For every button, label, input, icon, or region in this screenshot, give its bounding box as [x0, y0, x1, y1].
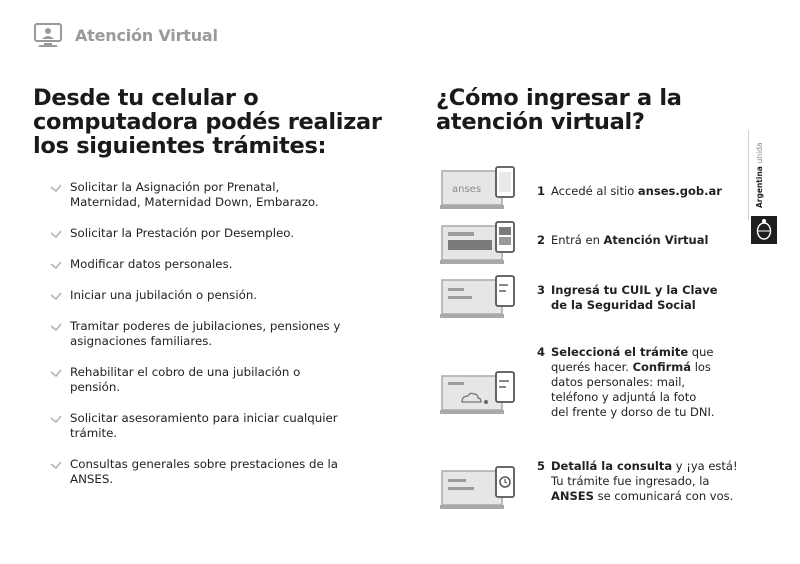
- tramite-text: Iniciar una jubilación o pensión.: [70, 288, 258, 302]
- check-icon: [50, 414, 62, 424]
- check-icon: [50, 322, 62, 332]
- step-number: 3: [537, 283, 546, 297]
- list-item: [50, 411, 370, 441]
- brand-suffix: unida: [755, 142, 764, 164]
- step-number: 2: [537, 233, 546, 247]
- step-text: [551, 345, 751, 420]
- confirmation-clock-devices-icon: [440, 465, 520, 511]
- check-icon: [50, 368, 62, 378]
- upload-photo-devices-icon: [440, 370, 520, 416]
- step-text-run: Seleccioná el trámite: [551, 345, 689, 359]
- tramites-list: [50, 180, 370, 487]
- tramite-text: Solicitar la Prestación por Desempleo.: [70, 226, 295, 240]
- login-form-devices-icon: [440, 274, 520, 320]
- step-text-run: anses.gob.ar: [637, 184, 722, 198]
- step-text-run: Clave de la Seguridad Social: [551, 283, 718, 312]
- header: [33, 22, 218, 48]
- step-2: [440, 218, 709, 268]
- step-text-run: se comunicará con vos.: [593, 489, 734, 503]
- tramites-title: Desde tu celular o computadora podés realizar los siguientes trámites:: [33, 85, 382, 159]
- step-number: 1: [537, 184, 546, 198]
- step-number: 5: [537, 459, 546, 473]
- list-item: [50, 288, 370, 303]
- computer-user-icon: [33, 22, 63, 48]
- check-icon: [50, 260, 62, 270]
- screen-label: anses: [452, 184, 482, 195]
- step-text: [551, 233, 751, 248]
- step-text-run: que querés hacer.: [551, 345, 714, 374]
- step-1: [440, 163, 722, 213]
- step-text-run: y la: [650, 283, 683, 297]
- step-text: [551, 283, 751, 313]
- step-text-run: ANSES: [551, 489, 594, 503]
- virtual-attention-devices-icon: [440, 220, 520, 266]
- list-item: [50, 365, 370, 395]
- step-5: [440, 455, 738, 515]
- step-text-run: Atención Virtual: [603, 233, 709, 247]
- check-icon: [50, 183, 62, 193]
- step-4: [440, 343, 715, 423]
- brand-text: [755, 130, 769, 208]
- list-item: [50, 257, 370, 272]
- list-item: [50, 180, 370, 210]
- tramite-text: Modificar datos personales.: [70, 257, 233, 271]
- tramite-text: Rehabilitar el cobro de una jubilación o pensión.: [70, 365, 301, 394]
- check-icon: [50, 291, 62, 301]
- check-icon: [50, 229, 62, 239]
- step-text-run: Entrá en: [551, 233, 604, 247]
- list-item: [50, 226, 370, 241]
- ingresar-title: ¿Cómo ingresar a la atención virtual?: [436, 85, 682, 135]
- step-text-run: CUIL: [621, 283, 651, 297]
- step-text: [551, 184, 751, 199]
- step-text-run: los datos personales: mail, teléfono y adjuntá la foto del frente y dorso de tu DNI.: [551, 360, 715, 419]
- anses-site-devices-icon: [440, 165, 520, 211]
- step-3: [440, 272, 718, 322]
- tramite-text: Consultas generales sobre prestaciones de la ANSES.: [70, 457, 338, 486]
- step-text-run: y ¡ya está! Tu trámite fue ingresado, la: [551, 459, 738, 488]
- step-text-run: Confirmá: [632, 360, 692, 374]
- coat-of-arms-icon: [751, 216, 777, 244]
- header-title: Atención Virtual: [75, 25, 218, 45]
- sidebar-divider: [748, 130, 749, 220]
- list-item: [50, 319, 370, 349]
- list-item: [50, 457, 370, 487]
- tramite-text: Solicitar la Asignación por Prenatal, Maternidad, Maternidad Down, Embarazo.: [70, 180, 319, 209]
- step-text-run: Detallá la consulta: [551, 459, 673, 473]
- check-icon: [50, 460, 62, 470]
- tramite-text: Solicitar asesoramiento para iniciar cualquier trámite.: [70, 411, 338, 440]
- step-text-run: Accedé al sitio: [551, 184, 638, 198]
- step-text-run: Ingresá tu: [551, 283, 622, 297]
- step-text: [551, 459, 751, 504]
- tramite-text: Tramitar poderes de jubilaciones, pensiones y asignaciones familiares.: [70, 319, 341, 348]
- brand-name: Argentina: [755, 166, 764, 208]
- step-number: 4: [537, 345, 546, 359]
